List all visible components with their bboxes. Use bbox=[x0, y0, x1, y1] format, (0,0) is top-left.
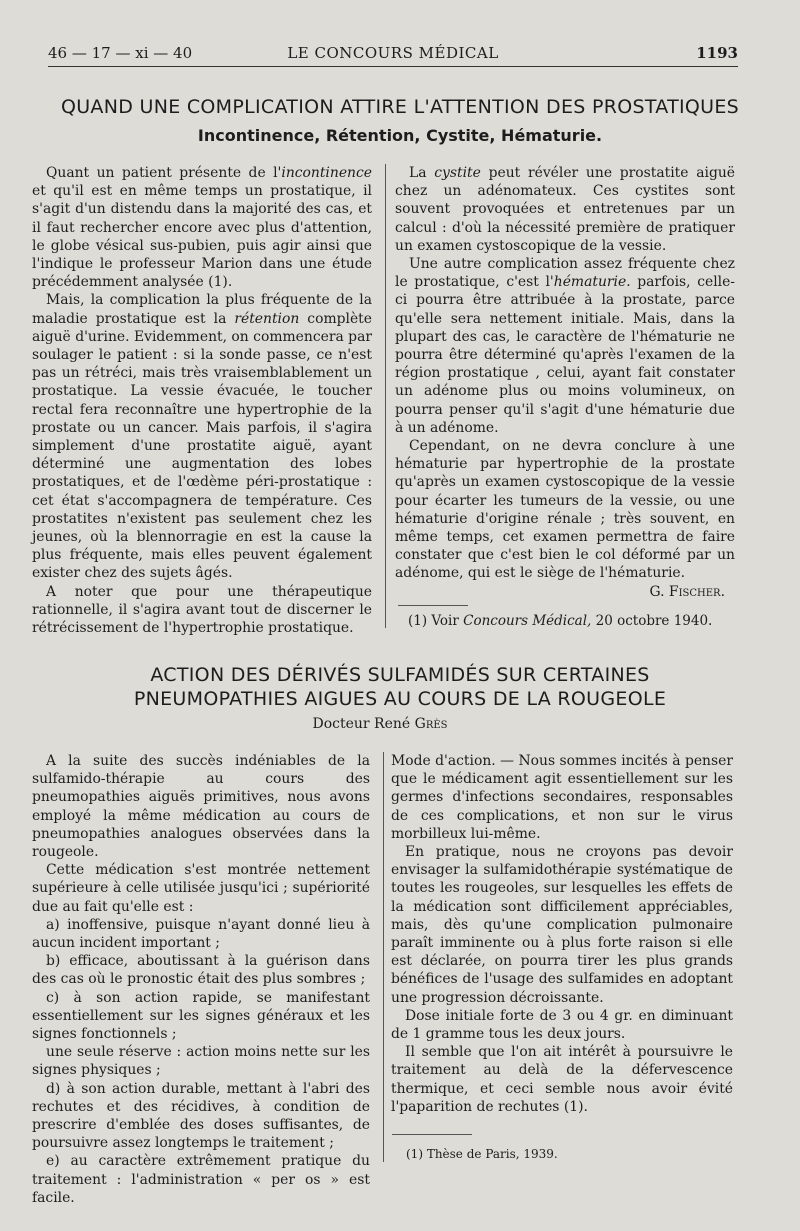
paragraph: En pratique, nous ne croyons pas devoir envisager la sulfamidothérapie systématique de toutes les rougeoles, sur lesquelles les effets de la médication sont difficilement appréciables, mais, dès qu'une complication pulmonaire paraît imminente ou à plus forte raison si elle est déclarée, on pourra tirer les plus grands bénéfices de l'usage des sulfamides en adoptant une progression décroissante. bbox=[391, 844, 733, 1006]
paragraph: Mais, la complication la plus fréquente de la maladie prostatique est la rétention complète aiguë d'urine. Evidemment, on commencera par soulager le patient : si la sonde passe, ce n'est pas un rétréci, mais très vraisemblablement un prostatique. La vessie évacuée, le toucher rectal fera reconnaître une hypertrophie de la prostate ou un cancer. Mais parfois, il s'agira simplement d'une prostatite aiguë, ayant déterminé une augmentation des lobes prostatiques, et de l'œdème péri-prostatique : cet état s'accompagnera de température. Ces prostatites n'existent pas seulement chez les jeunes, où la blennorragie en est la cause la plus fréquente, mais elles peuvent également exister chez des sujets âgés. bbox=[32, 292, 372, 582]
list-item: a) inoffensive, puisque n'ayant donné lieu à aucun incident important ; bbox=[32, 916, 370, 952]
running-header bbox=[48, 44, 738, 67]
footnote-rule bbox=[398, 605, 468, 606]
article2-author: Docteur René Grès bbox=[312, 716, 448, 732]
paragraph: Une autre complication assez fréquente chez le prostatique, c'est l'hématurie. parfois, celle-ci pourra être attribuée à la prostate, parce qu'elle sera nettement initiale. Mais, dans la plupart des cas, le caractère de l'hématurie ne pourra être déterminé qu'après l'examen de la région prostatique , celui, ayant fait constater un adénome plus ou moins volumineux, on pourra penser qu'il s'agit d'une hématurie due à un adénome. bbox=[395, 256, 735, 436]
article1-right-column bbox=[395, 164, 735, 601]
journal-title: LE CONCOURS MÉDICAL bbox=[287, 44, 499, 62]
column-divider bbox=[385, 164, 386, 628]
article2-title-line2: PNEUMOPATHIES AIGUES AU COURS DE LA ROUGEOLE bbox=[133, 688, 667, 710]
article2-footnote: (1) Thèse de Paris, 1939. bbox=[406, 1147, 558, 1161]
article1-title: QUAND UNE COMPLICATION ATTIRE L'ATTENTION DES PROSTATIQUES bbox=[60, 96, 740, 118]
issue-date: 46 — 17 — xi — 40 bbox=[48, 44, 193, 62]
paragraph: Dose initiale forte de 3 ou 4 gr. en diminuant de 1 gramme tous les deux jours. bbox=[391, 1007, 733, 1043]
page-number: 1193 bbox=[696, 44, 738, 62]
paragraph: Cette médication s'est montrée nettement supérieure à celle utilisée jusqu'ici ; supériorité due au fait qu'elle est : bbox=[32, 862, 370, 915]
paragraph: Mode d'action. — Nous sommes incités à penser que le médicament agit essentiellement sur les germes d'infections secondaires, responsables de ces complications, et non sur le virus morbilleux lui-même. bbox=[391, 753, 733, 842]
paragraph: Cependant, on ne devra conclure à une hématurie par hypertrophie de la prostate qu'après un examen cystoscopique de la vessie pour écarter les tumeurs de la vessie, ou une hématurie d'origine rénale ; très souvent, en même temps, cet examen permettra de faire constater que c'est bien le col déformé par un adénome, qui est le siège de l'hématurie. bbox=[395, 438, 735, 582]
article1-footnote: (1) Voir Concours Médical, 20 octobre 1940. bbox=[408, 613, 713, 629]
paragraph: Quant un patient présente de l'incontinence et qu'il est en même temps un prostatique, il s'agit d'un distendu dans la majorité des cas, et il faut rechercher encore avec plus d'attention, le globe vésical sus-pubien, puis agir ainsi que l'indique le professeur Marion dans une étude précédemment analysée (1). bbox=[32, 165, 372, 291]
paragraph: La cystite peut révéler une prostatite aiguë chez un adénomateux. Ces cystites sont souvent provoquées et entretenues par un calcul : d'où la nécessité première de pratiquer un examen cystoscopique de la vessie. bbox=[395, 165, 736, 254]
list-item: b) efficace, aboutissant à la guérison dans des cas où le pronostic était des plus sombres ; bbox=[32, 953, 370, 988]
footnote-rule bbox=[392, 1134, 472, 1135]
column-divider bbox=[383, 752, 384, 1162]
list-item: d) à son action durable, mettant à l'abri des rechutes et des récidives, à condition de prescrire d'emblée des doses suffisantes, de poursuivre assez longtemps le traitement ; bbox=[32, 1080, 370, 1152]
paragraph: A la suite des succès indéniables de la sulfamido-thérapie au cours des pneumopathies aiguës primitives, nous avons employé la même médication au cours de pneumopathies analogues observées dans la rougeole. bbox=[32, 753, 370, 861]
paragraph: Il semble que l'on ait intérêt à poursuivre le traitement au delà de la défervescence thermique, et ceci semble nous avoir évité l'paparition de rechutes (1). bbox=[391, 1044, 733, 1115]
paragraph: A noter que pour une thérapeutique rationnelle, il s'agira avant tout de discerner le rétrécissement de l'hypertrophie prostatique. bbox=[32, 583, 372, 637]
list-item: une seule réserve : action moins nette sur les signes physiques ; bbox=[32, 1044, 370, 1079]
author-signature: G. Fischer. bbox=[649, 583, 725, 600]
article2-right-column bbox=[391, 752, 733, 1116]
article2-left-column bbox=[32, 752, 370, 1207]
list-item: c) à son action rapide, se manifestant essentiellement sur les signes généraux et les signes fonctionnels ; bbox=[32, 989, 370, 1043]
list-item: e) au caractère extrêmement pratique du traitement : l'administration « per os » est facile. bbox=[32, 1153, 370, 1206]
article2-title-line1: ACTION DES DÉRIVÉS SULFAMIDÉS SUR CERTAINES bbox=[150, 664, 650, 686]
article1-subtitle: Incontinence, Rétention, Cystite, Hématurie. bbox=[197, 126, 603, 145]
article1-left-column bbox=[32, 164, 372, 637]
